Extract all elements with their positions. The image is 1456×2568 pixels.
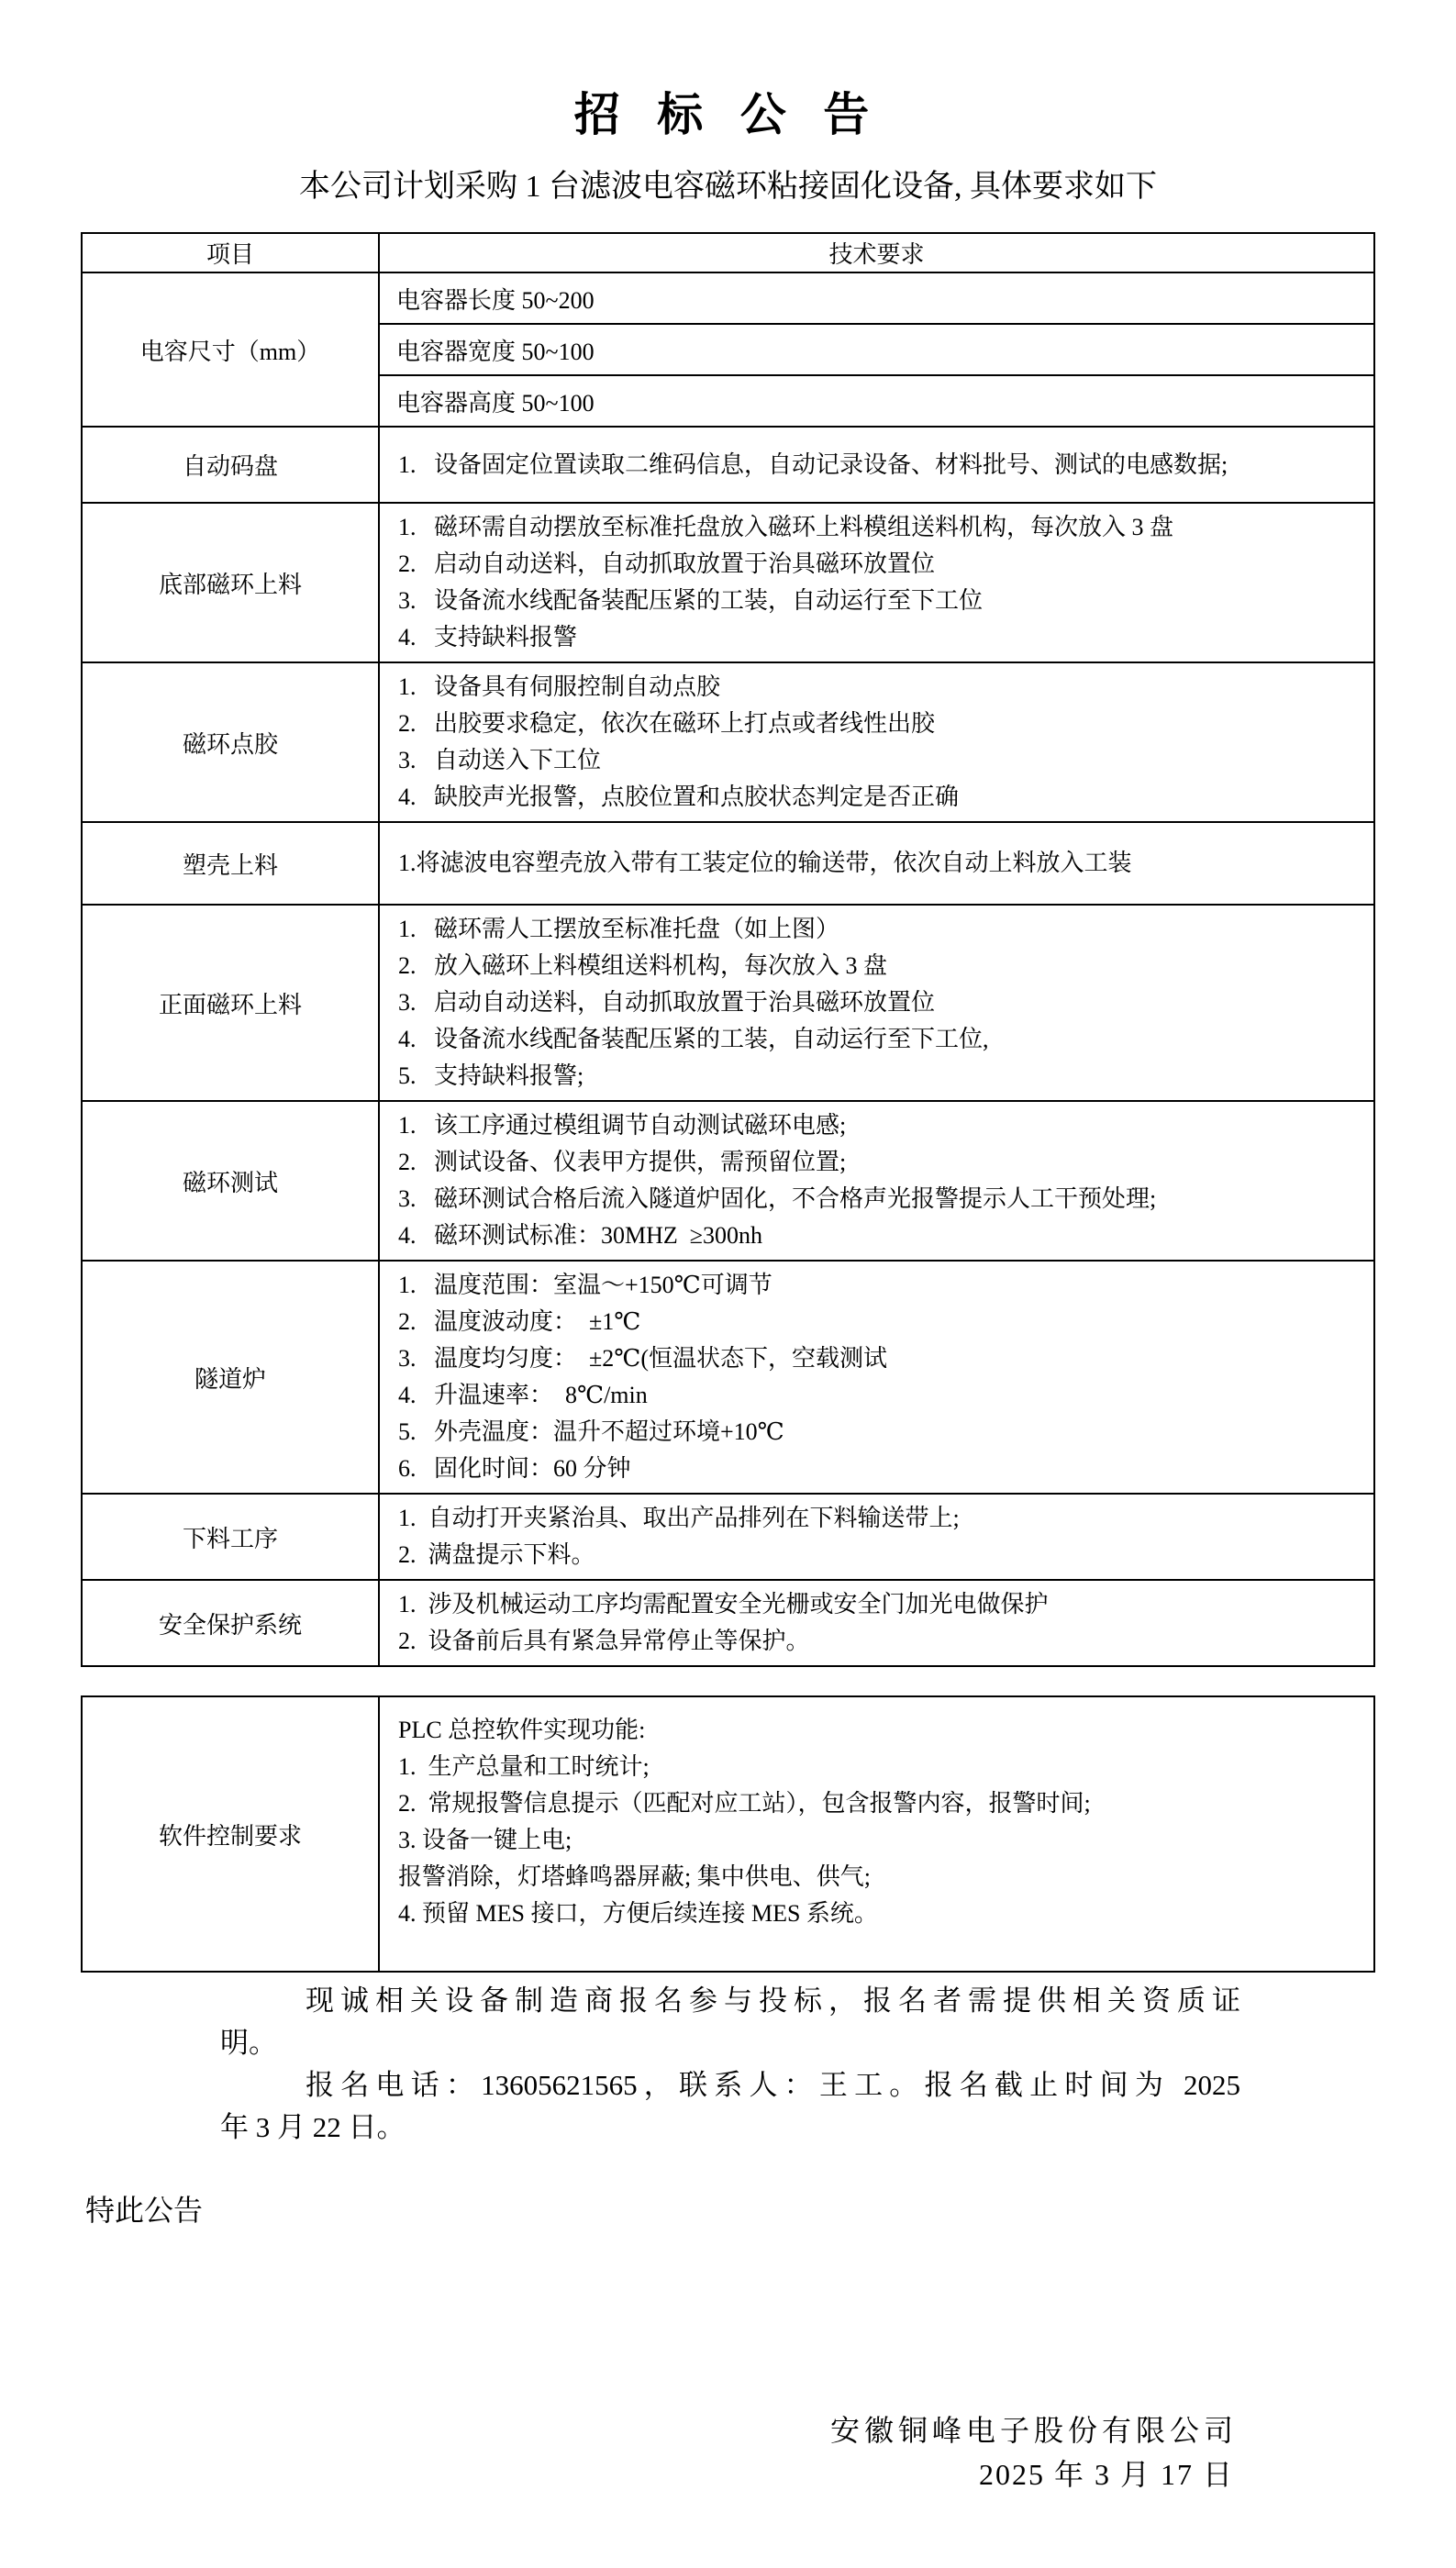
table-row [82, 662, 1374, 822]
page-title: 招 标 公 告 [573, 89, 883, 140]
item-cell: 软件控制要求 [82, 1696, 379, 1972]
requirement-subcell: 电容器长度 50~200 [379, 272, 1374, 324]
requirement-cell [379, 1101, 1374, 1261]
table-row [82, 503, 1374, 662]
req-line: 4. 支持缺料报警 [398, 624, 578, 650]
req-line: 1. 温度范围：室温～+150℃可调节 [398, 1272, 772, 1298]
company-name: 安徽铜峰电子股份有限公司 [829, 2414, 1238, 2447]
req-line: 3. 自动送入下工位 [398, 747, 602, 773]
table-row [82, 1494, 1374, 1580]
req-line: 3. 设备流水线配备装配压紧的工装，自动运行至下工位 [398, 587, 984, 614]
req-line: 2. 启动自动送料，自动抓取放置于治具磁环放置位 [398, 550, 936, 577]
req-line: 1. 生产总量和工时统计; [398, 1753, 650, 1780]
table-row [82, 1101, 1374, 1261]
req-line: 4. 升温速率： 8℃/min [398, 1382, 648, 1408]
item-cell: 正面磁环上料 [82, 905, 379, 1101]
requirement-cell [379, 1494, 1374, 1580]
req-line: 4. 设备流水线配备装配压紧的工装，自动运行至下工位, [398, 1026, 989, 1052]
footer-text [220, 1980, 1240, 2149]
req-line: 3. 设备一键上电; [398, 1827, 572, 1853]
table-row [82, 822, 1374, 905]
req-line: 1. 设备固定位置读取二维码信息，自动记录设备、材料批号、测试的电感数据; [398, 450, 1228, 478]
footer-paragraph-1-line-2: 明。 [220, 2027, 277, 2059]
requirement-cell [379, 427, 1374, 503]
req-line: 1. 涉及机械运动工序均需配置安全光栅或安全门加光电做保护 [398, 1591, 1049, 1618]
footer-paragraph-2-line-1: 报名电话：13605621565，联系人：王工。报名截止时间为 2025 [306, 2069, 1240, 2101]
requirement-cell [379, 905, 1374, 1101]
software-table-body [82, 1696, 1374, 1972]
req-line: 1. 设备具有伺服控制自动点胶 [398, 673, 721, 700]
item-cell: 塑壳上料 [82, 822, 379, 905]
req-line: 2. 满盘提示下料。 [398, 1541, 595, 1568]
req-line: 1. 磁环需自动摆放至标准托盘放入磁环上料模组送料机构，每次放入 3 盘 [398, 514, 1174, 540]
req-line: 3. 启动自动送料，自动抓取放置于治具磁环放置位 [398, 989, 936, 1016]
req-line: 报警消除，灯塔蜂鸣器屏蔽; 集中供电、供气; [398, 1863, 871, 1890]
item-cell: 隧道炉 [82, 1261, 379, 1494]
software-table [81, 1695, 1375, 1973]
spec-table-body [82, 272, 1374, 1666]
requirement-subcell: 电容器宽度 50~100 [379, 324, 1374, 375]
requirement-cell [379, 1696, 1374, 1972]
req-line: 1. 自动打开夹紧治具、取出产品排列在下料输送带上; [398, 1505, 960, 1531]
announcement-date: 2025 年 3 月 17 日 [978, 2458, 1234, 2491]
req-line: 1. 该工序通过模组调节自动测试磁环电感; [398, 1112, 847, 1139]
table-header-row [82, 233, 1374, 272]
item-cell: 电容尺寸（mm） [82, 272, 379, 427]
requirement-cell [379, 1580, 1374, 1666]
req-line: 2. 测试设备、仪表甲方提供，需预留位置; [398, 1149, 847, 1175]
table-row [82, 905, 1374, 1101]
req-line: 4. 缺胶声光报警，点胶位置和点胶状态判定是否正确 [398, 784, 960, 810]
req-line: 6. 固化时间：60 分钟 [398, 1455, 631, 1482]
item-cell: 下料工序 [82, 1494, 379, 1580]
req-line: 2. 放入磁环上料模组送料机构，每次放入 3 盘 [398, 952, 888, 979]
req-line: 1.将滤波电容塑壳放入带有工装定位的输送带，依次自动上料放入工装 [398, 850, 1132, 876]
requirement-cell [379, 503, 1374, 662]
intro-text: 本公司计划采购 1 台滤波电容磁环粘接固化设备, 具体要求如下 [299, 170, 1157, 204]
item-cell: 磁环测试 [82, 1101, 379, 1261]
req-line: 1. 磁环需人工摆放至标准托盘（如上图） [398, 916, 840, 942]
table-row [82, 1580, 1374, 1666]
notice-text: 特此公告 [85, 2194, 204, 2227]
req-line: 3. 温度均匀度： ±2℃(恒温状态下，空载测试 [398, 1345, 888, 1372]
item-cell: 底部磁环上料 [82, 503, 379, 662]
requirement-subcell: 电容器高度 50~100 [379, 375, 1374, 427]
footer-paragraph-1-line-1: 现诚相关设备制造商报名参与投标，报名者需提供相关资质证 [306, 1984, 1240, 2017]
signature-block [806, 2409, 1238, 2496]
requirement-cell [379, 822, 1374, 905]
req-line: 4. 预留 MES 接口，方便后续连接 MES 系统。 [398, 1900, 878, 1927]
header-item: 项目 [82, 233, 379, 272]
item-cell: 安全保护系统 [82, 1580, 379, 1666]
req-line: 2. 常规报警信息提示（匹配对应工站），包含报警内容，报警时间; [398, 1790, 1091, 1817]
req-line: 2. 出胶要求稳定，依次在磁环上打点或者线性出胶 [398, 710, 936, 737]
req-line: 5. 外壳温度：温升不超过环境+10℃ [398, 1418, 784, 1445]
item-cell: 磁环点胶 [82, 662, 379, 822]
req-line: 3. 磁环测试合格后流入隧道炉固化，不合格声光报警提示人工干预处理; [398, 1185, 1157, 1212]
table-row [82, 1696, 1374, 1972]
req-line: 4. 磁环测试标准：30MHZ ≥300nh [398, 1222, 763, 1249]
req-line: PLC 总控软件实现功能: [398, 1717, 646, 1743]
header-requirements: 技术要求 [379, 233, 1374, 272]
req-line: 5. 支持缺料报警; [398, 1062, 584, 1089]
requirement-cell [379, 662, 1374, 822]
table-row [82, 427, 1374, 503]
item-cell: 自动码盘 [82, 427, 379, 503]
table-row [82, 1261, 1374, 1494]
table-row [82, 272, 1374, 324]
footer-paragraph-2-line-2: 年 3 月 22 日。 [220, 2111, 406, 2143]
spec-table [81, 232, 1375, 1667]
requirement-cell [379, 1261, 1374, 1494]
req-line: 2. 温度波动度： ±1℃ [398, 1308, 641, 1335]
req-line: 2. 设备前后具有紧急异常停止等保护。 [398, 1628, 810, 1654]
